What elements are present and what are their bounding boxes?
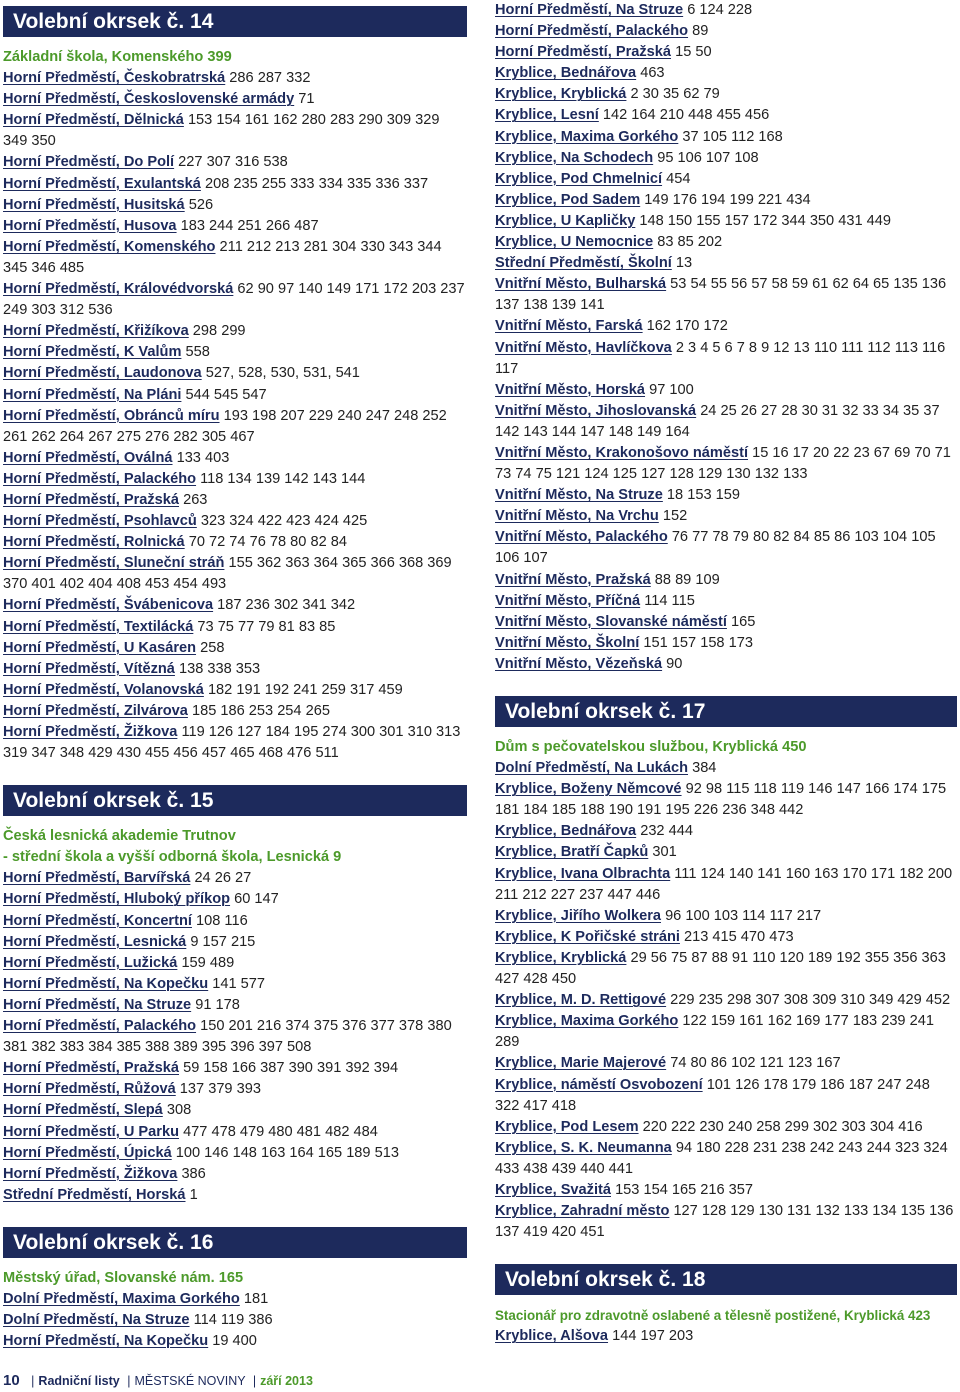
house-numbers: 286 287 332 xyxy=(229,70,311,87)
street-name: Kryblice, Zahradní město xyxy=(495,1203,670,1220)
address-entry xyxy=(3,216,467,237)
polling-place: Základní škola, Komenského 399 xyxy=(3,49,232,65)
house-numbers: 71 xyxy=(298,91,315,108)
house-numbers: 149 176 194 199 221 434 xyxy=(644,191,811,208)
address-entry xyxy=(495,1075,957,1117)
address-entry xyxy=(3,701,467,722)
house-numbers: 298 299 xyxy=(192,323,246,340)
street-name: Horní Předměstí, Volanovská xyxy=(3,681,204,698)
house-numbers: 97 100 xyxy=(649,381,694,398)
address-entry xyxy=(495,105,957,126)
address-entry xyxy=(3,1143,467,1164)
address-entry xyxy=(495,1201,957,1243)
house-numbers: 88 89 109 xyxy=(654,571,720,588)
address-entry xyxy=(3,110,467,152)
street-name: Horní Předměstí, Palackého xyxy=(3,470,197,487)
street-name: Horní Předměstí, U Parku xyxy=(3,1123,179,1140)
house-numbers: 15 16 17 20 22 23 67 69 70 71 73 74 75 121 124 125 127 128 129 130 132 133 xyxy=(495,444,951,483)
house-numbers: 122 159 161 162 169 177 183 239 241 289 xyxy=(495,1013,934,1051)
address-entry xyxy=(495,1117,957,1138)
house-numbers: 148 150 155 157 172 344 350 431 449 xyxy=(639,212,891,229)
street-name: Horní Předměstí, Komenského xyxy=(3,238,216,255)
house-numbers: 258 xyxy=(200,639,225,656)
street-name: Horní Předměstí, Slepá xyxy=(3,1102,163,1119)
polling-place: - střední škola a vyšší odborná škola, Lesnická 9 xyxy=(3,849,342,866)
address-entry xyxy=(3,363,467,384)
address-entry xyxy=(3,638,467,659)
page-footer xyxy=(3,1372,313,1390)
address-entry xyxy=(495,443,957,485)
house-numbers: 70 72 74 76 78 80 82 84 xyxy=(188,534,347,551)
street-name: Horní Předměstí, U Kasáren xyxy=(3,639,197,656)
house-numbers: 187 236 302 341 342 xyxy=(217,597,356,614)
polling-place: Městský úřad, Slovanské nám. 165 xyxy=(3,1269,244,1286)
address-entry xyxy=(3,1058,467,1079)
street-name: Horní Předměstí, Pražská xyxy=(3,1060,180,1077)
address-entry xyxy=(495,401,957,443)
address-entry xyxy=(3,659,467,680)
street-name: Horní Předměstí, Královédvorská xyxy=(3,281,234,298)
house-numbers: 193 198 207 229 240 247 248 252 261 262 264 267 275 276 282 305 467 xyxy=(3,407,447,445)
street-name: Kryblice, Pod Lesem xyxy=(495,1118,639,1135)
right-column xyxy=(495,0,957,1347)
street-name: Kryblice, M. D. Rettigové xyxy=(495,992,667,1009)
street-name: Vnitřní Město, Bulharská xyxy=(495,276,667,293)
street-name: Horní Předměstí, Úpická xyxy=(3,1144,172,1161)
house-numbers: 301 xyxy=(652,844,677,861)
address-entry xyxy=(3,974,467,995)
address-entry xyxy=(3,1164,467,1185)
house-numbers: 114 119 386 xyxy=(193,1312,273,1329)
house-numbers: 9 157 215 xyxy=(190,933,256,950)
street-name: Horní Předměstí, Na Kopečku xyxy=(3,1333,209,1350)
street-name: Dolní Předměstí, Na Lukách xyxy=(495,760,689,777)
address-entry xyxy=(495,842,957,863)
address-entry xyxy=(3,1331,467,1352)
house-numbers: 83 85 202 xyxy=(657,234,723,251)
house-numbers: 384 xyxy=(692,760,717,777)
address-entry xyxy=(3,595,467,616)
house-numbers: 220 222 230 240 258 299 302 303 304 416 xyxy=(642,1118,923,1135)
house-numbers: 138 338 353 xyxy=(179,660,261,677)
street-name: Horní Předměstí, Vítězná xyxy=(3,660,175,677)
house-numbers: 323 324 422 423 424 425 xyxy=(200,513,368,530)
street-name: Horní Předměstí, Barvířská xyxy=(3,870,191,887)
street-name: Kryblice, Lesní xyxy=(495,107,599,124)
house-numbers: 185 186 253 254 265 xyxy=(191,702,330,719)
house-numbers: 232 444 xyxy=(640,823,693,840)
street-name: Kryblice, Kryblická xyxy=(495,949,627,966)
left-column xyxy=(3,6,467,1352)
house-numbers: 118 134 139 142 143 144 xyxy=(200,470,366,487)
street-name: Kryblice, Ivana Olbrachta xyxy=(495,865,671,882)
street-name: Horní Předměstí, Psohlavců xyxy=(3,513,197,530)
address-entry xyxy=(495,864,957,906)
address-entry xyxy=(495,63,957,84)
address-entry xyxy=(3,722,467,764)
street-name: Kryblice, Kryblická xyxy=(495,86,627,103)
house-numbers: 308 xyxy=(166,1102,192,1119)
house-numbers: 152 xyxy=(662,508,688,525)
street-name: Horní Předměstí, Na Struze xyxy=(495,2,684,18)
street-name: Kryblice, Svažitá xyxy=(495,1181,611,1198)
house-numbers: 454 xyxy=(666,170,691,187)
street-name: Vnitřní Město, Palackého xyxy=(495,529,668,546)
address-entry xyxy=(495,190,957,211)
address-entry xyxy=(3,1310,467,1331)
street-name: Kryblice, Maxima Gorkého xyxy=(495,1013,679,1030)
district-heading: Volební okrsek č. 17 xyxy=(495,696,957,727)
street-name: Kryblice, K Pořičské stráni xyxy=(495,928,680,945)
address-entry xyxy=(3,342,467,363)
address-entry xyxy=(3,385,467,406)
house-numbers: 153 154 165 216 357 xyxy=(615,1181,754,1198)
address-entry xyxy=(495,21,957,42)
address-entry xyxy=(3,617,467,638)
street-name: Horní Předměstí, Žižkova xyxy=(3,724,178,740)
publication-name: Radniční listy xyxy=(38,1374,120,1388)
street-name: Kryblice, Alšova xyxy=(495,1328,609,1345)
street-name: Horní Předměstí, Palackého xyxy=(495,23,689,40)
address-entry xyxy=(495,758,957,779)
house-numbers: 544 545 547 xyxy=(185,386,267,403)
house-numbers: 229 235 298 307 308 309 310 349 429 452 xyxy=(670,992,951,1009)
district-heading: Volební okrsek č. 14 xyxy=(3,6,467,37)
house-numbers: 59 158 166 387 390 391 392 394 xyxy=(183,1060,399,1077)
street-name: Vnitřní Město, Na Struze xyxy=(495,487,663,504)
street-name: Vnitřní Město, Na Vrchu xyxy=(495,508,659,525)
address-entry xyxy=(3,911,467,932)
street-name: Horní Předměstí, K Valům xyxy=(3,344,182,361)
house-numbers: 114 115 xyxy=(644,592,695,609)
house-numbers: 463 xyxy=(640,65,665,82)
address-entry xyxy=(3,152,467,173)
address-entry xyxy=(495,1180,957,1201)
house-numbers: 6 124 228 xyxy=(687,2,753,18)
street-name: Kryblice, U Nemocnice xyxy=(495,234,654,251)
street-name: Horní Předměstí, Husova xyxy=(3,217,177,234)
address-entry xyxy=(3,1079,467,1100)
address-entry xyxy=(495,527,957,569)
address-entry xyxy=(495,253,957,274)
street-name: Horní Předměstí, Pražská xyxy=(495,44,672,61)
house-numbers: 92 98 115 118 119 146 147 166 174 175 181 184 185 188 190 191 195 226 236 348 442 xyxy=(495,781,947,819)
house-numbers: 2 30 35 62 79 xyxy=(630,86,720,103)
house-numbers: 155 362 363 364 365 366 368 369 370 401 402 404 408 453 454 493 xyxy=(3,555,452,593)
house-numbers: 477 478 479 480 481 482 484 xyxy=(183,1123,378,1140)
house-numbers: 183 244 251 266 487 xyxy=(180,217,319,234)
house-numbers: 101 126 178 179 186 187 247 248 322 417 418 xyxy=(495,1076,930,1114)
street-name: Kryblice, Na Schodech xyxy=(495,149,654,166)
street-name: Horní Předměstí, Hluboký příkop xyxy=(3,891,231,908)
house-numbers: 182 191 192 241 259 317 459 xyxy=(207,681,403,698)
address-entry xyxy=(495,0,957,21)
house-numbers: 100 146 148 163 164 165 189 513 xyxy=(175,1144,399,1161)
street-name: Horní Předměstí, Do Polí xyxy=(3,154,175,171)
house-numbers: 13 xyxy=(675,255,693,272)
address-entry xyxy=(3,68,467,89)
house-numbers: 386 xyxy=(181,1165,206,1182)
address-entry xyxy=(495,633,957,654)
street-name: Horní Předměstí, Švábenicova xyxy=(3,597,214,614)
house-numbers: 24 26 27 xyxy=(194,870,252,887)
address-entry xyxy=(3,195,467,216)
street-name: Vnitřní Město, Krakonošovo náměstí xyxy=(495,444,749,461)
street-name: Kryblice, Bratří Čapků xyxy=(495,844,649,861)
address-entry xyxy=(495,127,957,148)
house-numbers: 558 xyxy=(185,344,210,361)
page-number: 10 xyxy=(3,1372,20,1389)
house-numbers: 91 178 xyxy=(195,996,240,1013)
street-name: Horní Předměstí, Dělnická xyxy=(3,112,184,129)
street-name: Horní Předměstí, Na Kopečku xyxy=(3,975,209,992)
issue-date: září 2013 xyxy=(260,1374,313,1388)
address-entry xyxy=(3,1100,467,1121)
house-numbers: 90 xyxy=(666,655,683,672)
street-name: Horní Předměstí, Českobratrská xyxy=(3,70,226,87)
house-numbers: 165 xyxy=(731,613,756,630)
street-name: Horní Předměstí, Na Struze xyxy=(3,996,192,1013)
address-entry xyxy=(3,511,467,532)
house-numbers: 73 75 77 79 81 83 85 xyxy=(197,618,336,635)
house-numbers: 141 577 xyxy=(212,975,266,992)
street-name: Kryblice, U Kapličky xyxy=(495,212,636,229)
house-numbers: 263 xyxy=(183,491,208,508)
address-entry xyxy=(3,448,467,469)
address-entry xyxy=(3,279,467,321)
footer-separator: | xyxy=(31,1374,35,1388)
polling-place: Česká lesnická akademie Trutnov xyxy=(3,828,236,845)
address-entry xyxy=(3,553,467,595)
address-entry xyxy=(495,654,957,675)
house-numbers: 60 147 xyxy=(234,891,279,908)
address-entry xyxy=(495,990,957,1011)
address-entry xyxy=(3,321,467,342)
polling-place: Stacionář pro zdravotně oslabené a tělesně postižené, Kryblická 423 xyxy=(495,1308,931,1324)
street-name: Vnitřní Město, Vězeňská xyxy=(495,655,663,672)
street-name: Kryblice, Bednářova xyxy=(495,65,637,82)
house-numbers: 151 157 158 173 xyxy=(643,634,753,651)
address-entry xyxy=(3,680,467,701)
address-entry xyxy=(495,380,957,401)
footer-separator: | xyxy=(252,1374,257,1388)
house-numbers: 89 xyxy=(692,23,709,40)
street-name: Kryblice, Bednářova xyxy=(495,823,637,840)
street-name: Vnitřní Město, Farská xyxy=(495,318,643,335)
address-entry xyxy=(3,174,467,195)
address-entry xyxy=(495,232,957,253)
house-numbers: 24 25 26 27 28 30 31 32 33 34 35 37 142 143 144 147 148 149 164 xyxy=(495,402,940,440)
address-entry xyxy=(495,570,957,591)
footer-separator: | xyxy=(127,1374,131,1388)
street-name: Kryblice, Pod Sadem xyxy=(495,191,641,208)
address-entry xyxy=(3,237,467,279)
street-name: Horní Předměstí, Exulantská xyxy=(3,175,201,192)
house-numbers: 208 235 255 333 334 335 336 337 xyxy=(204,175,429,192)
house-numbers: 37 105 112 168 xyxy=(682,128,783,145)
house-numbers: 108 116 xyxy=(196,912,248,929)
address-entry xyxy=(3,995,467,1016)
district-heading: Volební okrsek č. 18 xyxy=(495,1264,957,1295)
house-numbers: 144 197 203 xyxy=(612,1328,694,1345)
street-name: Vnitřní Město, Jihoslovanská xyxy=(495,402,697,419)
house-numbers: 19 400 xyxy=(212,1333,257,1350)
street-name: Horní Předměstí, Křižíkova xyxy=(3,323,189,340)
address-entry xyxy=(495,316,957,337)
address-entry xyxy=(495,506,957,527)
address-entry xyxy=(495,148,957,169)
house-numbers: 153 154 161 162 280 283 290 309 329 349 350 xyxy=(3,112,440,150)
street-name: Horní Předměstí, Oválná xyxy=(3,449,173,466)
house-numbers: 150 201 216 374 375 376 377 378 380 381 382 383 384 385 388 389 395 396 397 508 xyxy=(3,1018,452,1056)
house-numbers: 76 77 78 79 80 82 84 85 86 103 104 105 106 107 xyxy=(495,529,936,567)
street-name: Horní Předměstí, Žižkova xyxy=(3,1165,178,1182)
street-name: Kryblice, Boženy Němcové xyxy=(495,781,682,798)
house-numbers: 94 180 228 231 238 242 243 244 323 324 433 438 439 440 441 xyxy=(495,1139,948,1177)
street-name: Kryblice, Pod Chmelnicí xyxy=(495,170,663,187)
street-name: Kryblice, Marie Majerové xyxy=(495,1055,667,1072)
street-name: Vnitřní Město, Příčná xyxy=(495,592,641,609)
street-name: Kryblice, Jiřího Wolkera xyxy=(495,907,661,924)
house-numbers: 142 164 210 448 455 456 xyxy=(602,107,770,124)
house-numbers: 29 56 75 87 88 91 110 120 189 192 355 356 363 427 428 450 xyxy=(495,949,946,988)
house-numbers: 127 128 129 130 131 132 133 134 135 136 137 419 420 451 xyxy=(495,1203,954,1241)
address-entry xyxy=(3,469,467,490)
address-entry xyxy=(3,932,467,953)
house-numbers: 227 307 316 538 xyxy=(178,154,288,171)
house-numbers: 159 489 xyxy=(181,954,235,971)
house-numbers: 181 xyxy=(243,1290,269,1307)
street-name: Vnitřní Město, Horská xyxy=(495,381,646,398)
address-entry xyxy=(495,1138,957,1180)
street-name: Vnitřní Město, Havlíčkova xyxy=(495,339,672,356)
section-gap xyxy=(495,1243,957,1264)
address-entry xyxy=(3,1289,467,1310)
street-name: Horní Předměstí, Růžová xyxy=(3,1081,176,1098)
district-heading: Volební okrsek č. 15 xyxy=(3,785,467,816)
house-numbers: 133 403 xyxy=(176,449,230,466)
address-entry xyxy=(495,591,957,612)
house-numbers: 526 xyxy=(188,196,214,213)
house-numbers: 162 170 172 xyxy=(646,318,728,335)
house-numbers: 96 100 103 114 117 217 xyxy=(665,907,822,924)
street-name: Horní Předměstí, Lesnická xyxy=(3,933,187,950)
house-numbers: 119 126 127 184 195 274 300 301 310 313 319 347 348 429 430 455 456 457 465 468 476 511 xyxy=(3,724,461,762)
section-gap xyxy=(3,1206,467,1227)
street-name: Dolní Předměstí, Maxima Gorkého xyxy=(3,1290,240,1307)
street-name: Kryblice, Maxima Gorkého xyxy=(495,128,679,145)
address-entry xyxy=(495,948,957,990)
address-entry xyxy=(3,868,467,889)
street-name: Horní Předměstí, Rolnická xyxy=(3,534,185,551)
house-numbers: 111 124 140 141 160 163 170 171 182 200 211 212 227 237 447 446 xyxy=(495,865,953,903)
district-heading: Volební okrsek č. 16 xyxy=(3,1227,467,1258)
address-entry xyxy=(495,42,957,63)
address-entry xyxy=(3,1122,467,1143)
address-entry xyxy=(3,532,467,553)
address-entry xyxy=(495,485,957,506)
house-numbers: 53 54 55 56 57 58 59 61 62 64 65 135 136 137 138 139 141 xyxy=(495,276,947,314)
address-entry xyxy=(495,169,957,190)
section-gap xyxy=(495,675,957,696)
street-name: Vnitřní Město, Školní xyxy=(495,634,640,651)
street-name: Horní Předměstí, Pražská xyxy=(3,491,180,508)
house-numbers: 2 3 4 5 6 7 8 9 12 13 110 111 112 113 116 117 xyxy=(495,339,946,377)
address-entry xyxy=(495,211,957,232)
address-entry xyxy=(495,906,957,927)
section-gap xyxy=(3,764,467,785)
supplement-name: MĚSTSKÉ NOVINY xyxy=(134,1374,246,1388)
polling-place: Dům s pečovatelskou službou, Kryblická 450 xyxy=(495,739,807,755)
address-entry xyxy=(495,1326,957,1347)
address-entry xyxy=(495,927,957,948)
house-numbers: 527, 528, 530, 531, 541 xyxy=(205,365,360,382)
address-entry xyxy=(3,1016,467,1058)
street-name: Horní Předměstí, Lužická xyxy=(3,954,178,971)
street-name: Horní Předměstí, Sluneční stráň xyxy=(3,555,225,572)
house-numbers: 74 80 86 102 121 123 167 xyxy=(670,1055,841,1072)
address-entry xyxy=(3,89,467,110)
street-name: Vnitřní Město, Pražská xyxy=(495,571,651,588)
street-name: Horní Předměstí, Palackého xyxy=(3,1018,197,1035)
address-entry xyxy=(3,406,467,448)
house-numbers: 137 379 393 xyxy=(179,1081,261,1098)
house-numbers: 213 415 470 473 xyxy=(684,928,794,945)
house-numbers: 62 90 97 140 149 171 172 203 237 249 303 312 536 xyxy=(3,281,465,319)
address-entry xyxy=(495,612,957,633)
address-entry xyxy=(495,779,957,821)
address-entry xyxy=(495,821,957,842)
street-name: Střední Předměstí, Školní xyxy=(495,255,672,272)
street-name: Horní Předměstí, Koncertní xyxy=(3,912,192,929)
address-entry xyxy=(495,1011,957,1053)
address-entry xyxy=(495,274,957,316)
street-name: Horní Předměstí, Husitská xyxy=(3,196,185,213)
house-numbers: 95 106 107 108 xyxy=(657,149,759,166)
address-entry xyxy=(495,84,957,105)
street-name: Střední Předměstí, Horská xyxy=(3,1186,186,1203)
address-entry xyxy=(3,1185,467,1206)
street-name: Horní Předměstí, Československé armády xyxy=(3,91,295,108)
street-name: Horní Předměstí, Laudonova xyxy=(3,365,202,382)
street-name: Horní Předměstí, Zilvárova xyxy=(3,702,188,719)
address-entry xyxy=(3,490,467,511)
address-entry xyxy=(3,889,467,910)
street-name: Kryblice, náměstí Osvobození xyxy=(495,1076,703,1093)
house-numbers: 1 xyxy=(189,1186,198,1203)
street-name: Dolní Předměstí, Na Struze xyxy=(3,1312,190,1329)
house-numbers: 15 50 xyxy=(675,44,712,61)
address-entry xyxy=(495,1053,957,1074)
street-name: Kryblice, S. K. Neumanna xyxy=(495,1139,672,1156)
address-entry xyxy=(3,953,467,974)
street-name: Horní Předměstí, Na Pláni xyxy=(3,386,182,403)
house-numbers: 18 153 159 xyxy=(666,487,740,504)
street-name: Horní Předměstí, Obránců míru xyxy=(3,407,220,424)
street-name: Horní Předměstí, Textilácká xyxy=(3,618,194,635)
house-numbers: 211 212 213 281 304 330 343 344 345 346 485 xyxy=(3,238,442,276)
address-entry xyxy=(495,338,957,380)
street-name: Vnitřní Město, Slovanské náměstí xyxy=(495,613,727,630)
